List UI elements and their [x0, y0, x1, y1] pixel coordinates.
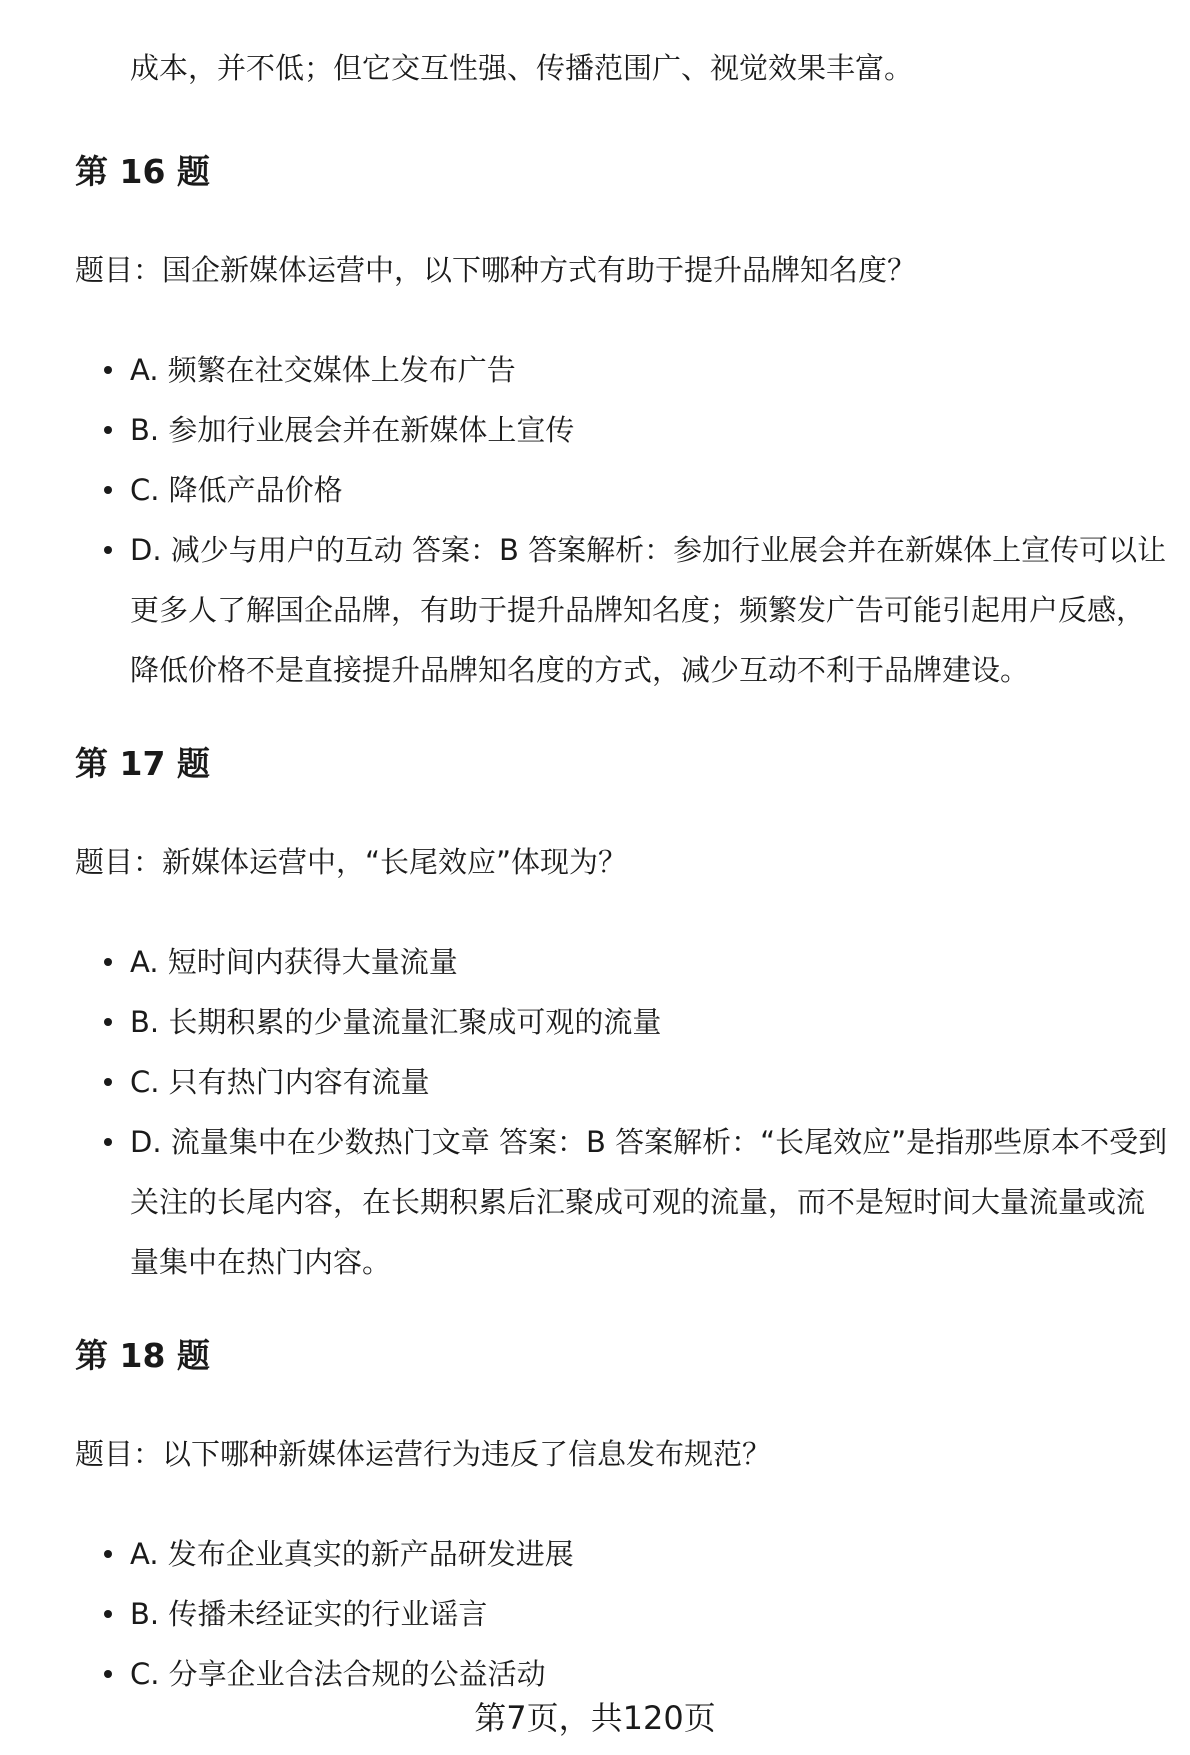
option-text: B. 参加行业展会并在新媒体上宣传 [130, 413, 575, 447]
option-text: C. 分享企业合法合规的公益活动 [130, 1657, 546, 1691]
option-list-item [0, 1584, 1190, 1644]
option-list-item [0, 400, 1190, 460]
option-list-item [0, 460, 1190, 520]
page-number-footer: 第7页，共120页 [474, 1699, 716, 1737]
option-text: B. 长期积累的少量流量汇聚成可观的流量 [130, 1005, 662, 1039]
option-list-item [0, 932, 1190, 992]
bullet-icon [104, 1610, 112, 1618]
option-list-item [0, 520, 1190, 700]
option-list-item [0, 340, 1190, 400]
question-16-options [0, 340, 1190, 700]
question-17-title: 第 17 题 [75, 744, 210, 783]
question-18-stem: 题目：以下哪种新媒体运营行为违反了信息发布规范？ [75, 1437, 772, 1471]
bullet-icon [104, 426, 112, 434]
option-text: B. 传播未经证实的行业谣言 [130, 1597, 488, 1631]
option-list-item [0, 1052, 1190, 1112]
option-list-item [0, 1524, 1190, 1584]
question-18-options [0, 1524, 1190, 1704]
question-17-options [0, 932, 1190, 1292]
bullet-icon [104, 1550, 112, 1558]
bullet-icon [104, 1138, 112, 1146]
bullet-icon [104, 366, 112, 374]
bullet-icon [104, 1670, 112, 1678]
bullet-icon [104, 486, 112, 494]
option-text: A. 频繁在社交媒体上发布广告 [130, 353, 516, 387]
bullet-icon [104, 546, 112, 554]
continuation-text: 成本，并不低；但它交互性强、传播范围广、视觉效果丰富。 [130, 51, 914, 85]
question-17-stem: 题目：新媒体运营中，“长尾效应”体现为？ [75, 845, 628, 879]
bullet-icon [104, 1018, 112, 1026]
option-list-item [0, 992, 1190, 1052]
option-text: A. 短时间内获得大量流量 [130, 945, 458, 979]
option-list-item [0, 1644, 1190, 1704]
option-text: D. 减少与用户的互动 答案：B 答案解析：参加行业展会并在新媒体上宣传可以让更多人了解国企品牌，有助于提升品牌知名度；频繁发广告可能引起用户反感，降低价格不是直接提升品牌知名度的方式，减少互动不利于品牌建设。 [130, 533, 1167, 687]
option-text: A. 发布企业真实的新产品研发进展 [130, 1537, 574, 1571]
bullet-icon [104, 1078, 112, 1086]
option-text: C. 降低产品价格 [130, 473, 343, 507]
question-18-title: 第 18 题 [75, 1336, 210, 1375]
option-list-item [0, 1112, 1190, 1292]
question-16-stem: 题目：国企新媒体运营中，以下哪种方式有助于提升品牌知名度？ [75, 253, 917, 287]
question-16-title: 第 16 题 [75, 152, 210, 191]
bullet-icon [104, 958, 112, 966]
option-text: C. 只有热门内容有流量 [130, 1065, 430, 1099]
option-text: D. 流量集中在少数热门文章 答案：B 答案解析：“长尾效应”是指那些原本不受到关注的长尾内容，在长期积累后汇聚成可观的流量，而不是短时间大量流量或流量集中在热门内容。 [130, 1125, 1168, 1279]
